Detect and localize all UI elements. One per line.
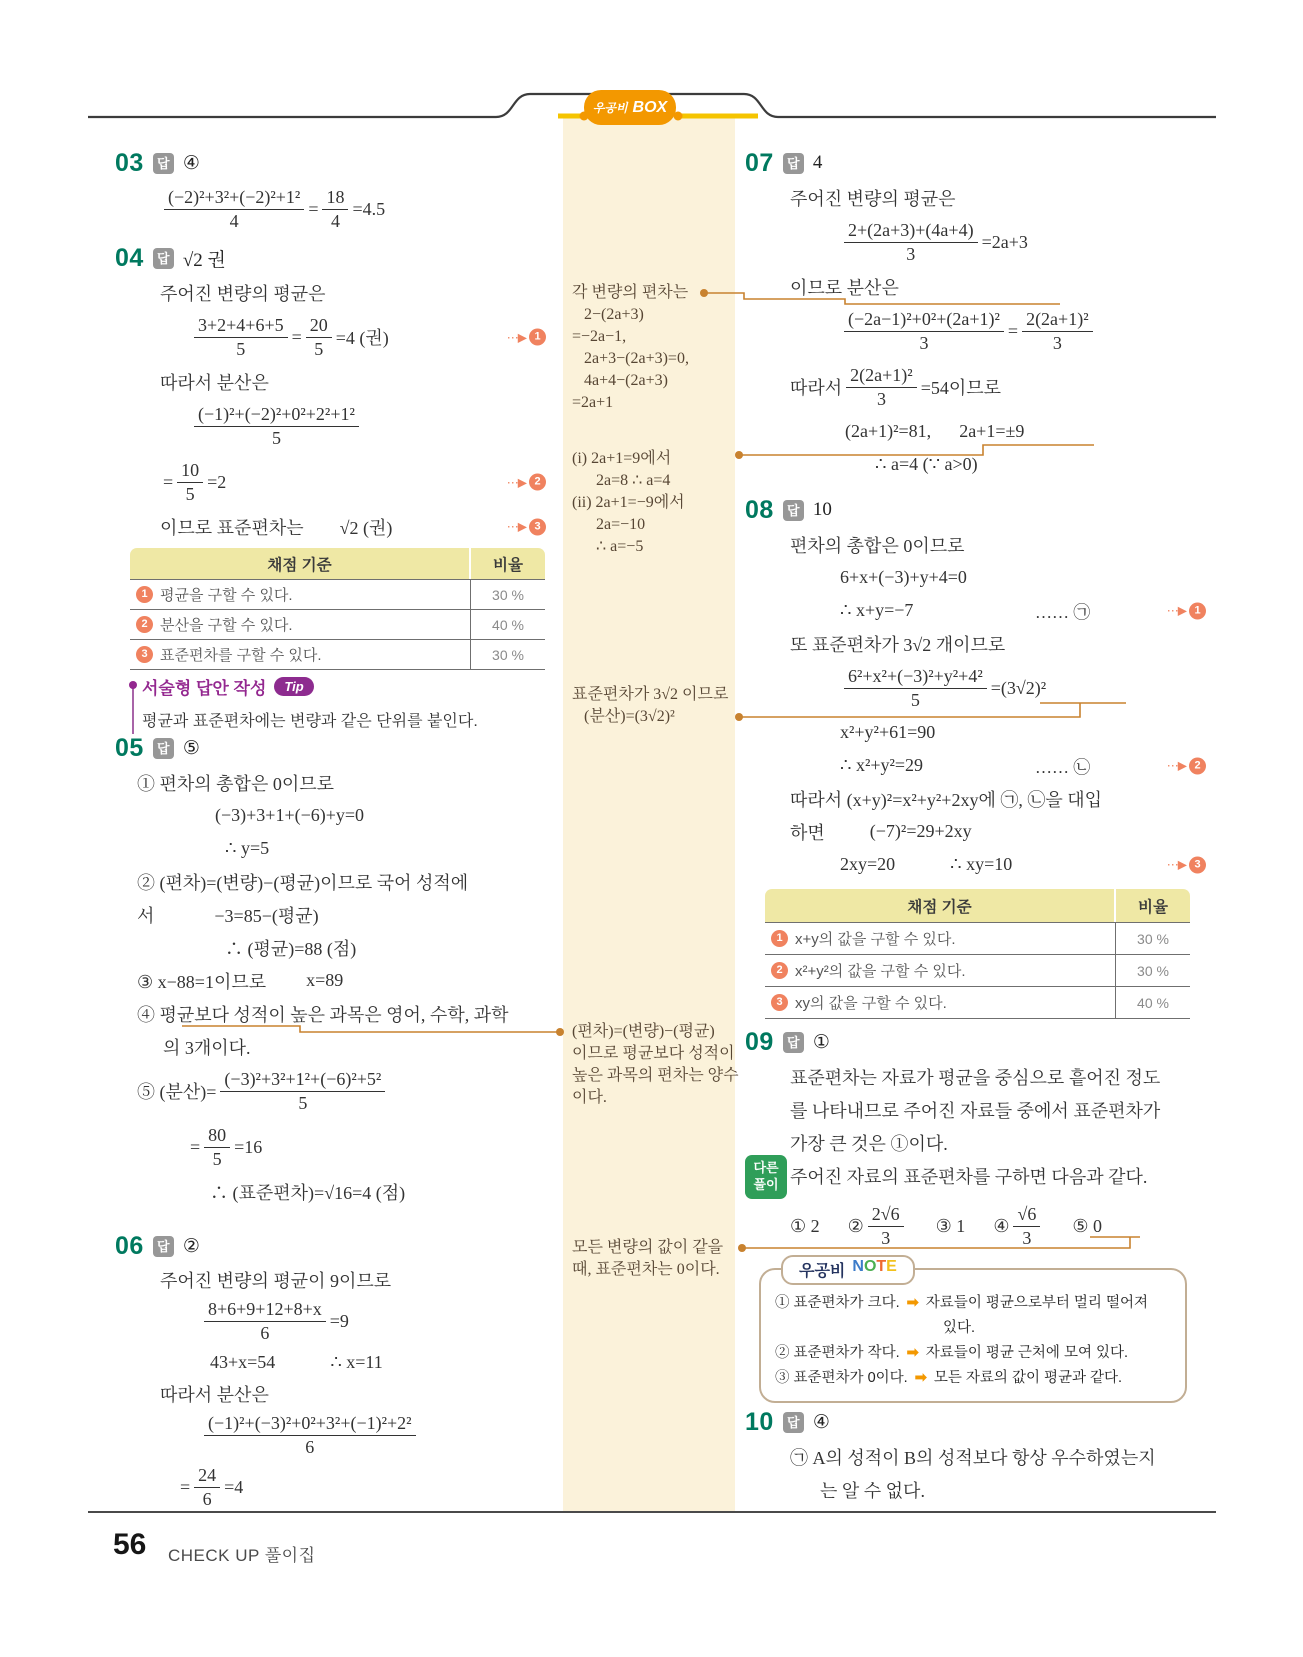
note-item-3: ③ 표준편차가 0이다. ➡ 모든 자료의 값이 평균과 같다. xyxy=(775,1366,1175,1391)
result: =4.5 xyxy=(352,198,386,219)
step-number: 2 xyxy=(529,474,546,491)
text-line: 주어진 변량의 평균은 xyxy=(160,283,326,304)
problem-number: 10 xyxy=(745,1407,774,1436)
problem-number: 03 xyxy=(115,148,144,177)
mid-annotation-2: (i) 2a+1=9에서 2a=8 ∴ a=4 (ii) 2a+1=−9에서 2a=−10 ∴ a=−5 xyxy=(572,450,685,555)
note-arrow-icon: ➡ xyxy=(914,1370,927,1386)
badge-kor-label: 우공비 xyxy=(592,101,628,115)
answer-value: ④ xyxy=(812,1411,830,1433)
mark-arrow-icon: ⋯▶ xyxy=(506,519,526,534)
reference-tag: …… ㉡ xyxy=(1035,758,1091,777)
answer-badge: 답 xyxy=(783,1412,804,1433)
criterion-number: 3 xyxy=(771,994,788,1011)
criterion-number: 3 xyxy=(136,646,153,663)
reference-tag: …… ㉠ xyxy=(1035,603,1091,622)
score-table-1 xyxy=(130,548,545,670)
problem-07: 07 답 4 주어진 변량의 평균은 $\frac{2+(2a+3)+(4a+4)}{3}$ =2a+3 이므로 분산은 $\frac{\text{(−2a−1)²+0²+(2a+1)²}}{3}$ = $\frac{\text{2(2a+1)²}}{3}$ 따라서 $\frac{\text{2(2a+1)²}}{3}$ =54이므로 (2a+1)²=81, 2a+1=±9 ∴ a=4 (∵ a>0) xyxy=(745,145,1190,481)
problem-head xyxy=(115,1228,530,1264)
step-number: 2 xyxy=(1189,757,1206,774)
fraction: $\frac{18}{4}$ xyxy=(322,187,348,230)
badge-eng-label: BOX xyxy=(632,98,668,116)
ratio-header: 비율 xyxy=(1116,889,1190,922)
table-row: 1 평균을 구할 수 있다. 30 % xyxy=(130,579,545,609)
answer-value: 10 xyxy=(812,499,832,520)
criterion-number: 2 xyxy=(136,616,153,633)
problem-09: 09 답 ① 표준편차는 자료가 평균을 중심으로 흩어진 정도 를 나타내므로 주어진 자료들 중에서 표준편차가 가장 큰 것은 ①이다. 다른 풀이 주어진 자료의 표준편차를 구하면 다음과 같다. ① 2 ② $\frac{2√6}{3}$ ③ 1 ④ $\frac{√6}{3}$ ⑤ 0 xyxy=(745,1024,1190,1254)
problem-10: 10 답 ④ ㉠ A의 성적이 B의 성적보다 항상 우수하였는지 는 알 수 없다. xyxy=(745,1404,1190,1506)
step-mark-3 xyxy=(507,518,546,535)
footer-label: CHECK UP 풀이집 xyxy=(168,1546,316,1565)
wugongbi-note-box: 우공비 NOTE ① 표준편차가 크다. ➡ 자료들이 평균으로부터 멀리 떨어져 있다. ② 표준편차가 작다. ➡ 자료들이 평균 근처에 모여 있다. ③ 표준편차가 0이다. ➡ 모든 자료의 값이 평균과 같다. xyxy=(759,1268,1187,1403)
note-box-tab: 우공비 NOTE xyxy=(781,1255,915,1285)
formula-line xyxy=(115,181,530,237)
answer-value: ② xyxy=(182,1235,200,1257)
step-mark-2 xyxy=(1167,757,1206,774)
step-mark-1 xyxy=(1167,602,1206,619)
step-mark-2 xyxy=(507,474,546,491)
problem-04 xyxy=(115,240,541,543)
answer-badge: 답 xyxy=(153,248,174,269)
problem-06: 06 답 ② 주어진 변량의 평균이 9이므로 $\frac{8+6+9+12+8+x}{6}$ =9 43+x=54 ∴ x=11 따라서 분산은 $\frac{\text{(−1)²+(−3)²+0²+3²+(−1)²+2²}}{6}$ = $\frac{24}{6}$ =4 xyxy=(115,1228,530,1513)
problem-05: 05 답 ⑤ ① 편차의 총합은 0이므로 (−3)+3+1+(−6)+y=0 ∴ y=5 ② (편차)=(변량)−(평균)이므로 국어 성적에 서 −3=85−(평균) ∴ (평균)=88 (점) ③ x−88=1이므로 x=89 ④ 평균보다 성적이 높은 과목은 영어, 수학, 과학 의 3개이다. ⑤ (분산)= $\frac{\text{(−3)²+3²+1²+(−6)²+5²}}{5}$ = $\frac{80}{5}$ =16 ∴ (표준편차)=√16=4 (점) xyxy=(115,730,530,1208)
tip-badge: Tip xyxy=(274,677,313,696)
problem-number: 09 xyxy=(745,1027,774,1056)
tip-title: 서술형 답안 작성 xyxy=(142,679,267,698)
criterion-number: 1 xyxy=(136,586,153,603)
essay-tip-note xyxy=(130,674,545,731)
problem-head xyxy=(745,145,1190,181)
table-row: 2 x²+y²의 값을 구할 수 있다. 30 % xyxy=(765,954,1190,986)
note-item-1: ① 표준편차가 크다. ➡ 자료들이 평균으로부터 멀리 떨어져 xyxy=(775,1291,1175,1316)
ratio-header: 비율 xyxy=(471,548,545,579)
tip-bullet-icon xyxy=(129,681,137,689)
note-item-2: ② 표준편차가 작다. ➡ 자료들이 평균 근처에 모여 있다. xyxy=(775,1341,1175,1366)
problem-head xyxy=(115,145,530,181)
score-table-2 xyxy=(765,889,1190,1019)
note-arrow-icon: ➡ xyxy=(906,1295,919,1311)
note-arrow-icon: ➡ xyxy=(906,1345,919,1361)
mid-annotation-1: 각 변량의 편차는 2−(2a+3) =−2a−1, 2a+3−(2a+3)=0, 4a+4−(2a+3) =2a+1 xyxy=(572,284,689,411)
problem-head xyxy=(745,1024,1190,1060)
table-row: 1 x+y의 값을 구할 수 있다. 30 % xyxy=(765,922,1190,954)
problem-number: 04 xyxy=(115,243,144,272)
mid-annotation-4: (편차)=(변량)−(평균) 이므로 평균보다 성적이 높은 과목의 편차는 양수 이다. xyxy=(572,1023,739,1106)
step-number: 3 xyxy=(529,518,546,535)
answer-value: √2 권 xyxy=(182,249,226,271)
table-row: 2 분산을 구할 수 있다. 40 % xyxy=(130,609,545,639)
mid-annotation-3: 표준편차가 3√2 이므로 (분산)=(3√2)² xyxy=(572,686,729,725)
criterion-number: 1 xyxy=(771,930,788,947)
mark-arrow-icon: ⋯▶ xyxy=(506,475,526,489)
problem-head xyxy=(115,730,530,766)
page-number: 56 xyxy=(113,1528,147,1561)
problem-08: 08 답 10 편차의 총합은 0이므로 6+x+(−3)+y+4=0 ∴ x+y=−7 …… ㉠ ⋯▶ 1 또 표준편차가 3√2 개이므로 $\frac{\text{6²+x²+(−3)²+y²+4²}}{5}$ =(3√2)² x²+y²+61=90 ∴ x²+y²=29 …… ㉡ ⋯▶ 2 따라서 (x+y)²=x²+y²+2xy에 ㉠, ㉡을 대입 하면 (−7)²=29+2xy 2xy=20 ∴ xy=10 ⋯▶ 3 xyxy=(745,492,1190,881)
problem-number: 08 xyxy=(745,495,774,524)
score-header: 채점 기준 xyxy=(765,889,1116,922)
mark-arrow-icon: ⋯▶ xyxy=(1166,857,1186,872)
step-mark-1 xyxy=(507,329,546,346)
step-mark-3 xyxy=(1167,856,1206,873)
score-header: 채점 기준 xyxy=(130,548,471,579)
problem-03 xyxy=(115,145,530,237)
step-number: 1 xyxy=(1189,602,1206,619)
table-row: 3 표준편차를 구할 수 있다. 30 % xyxy=(130,639,545,670)
answer-badge: 답 xyxy=(153,1236,174,1257)
step-number: 3 xyxy=(1189,856,1206,873)
text-line: 따라서 분산은 xyxy=(160,372,269,393)
answer-value: ⑤ xyxy=(182,737,200,759)
step-number: 1 xyxy=(529,329,546,346)
formula-line: $\frac{\text{(−1)²+(−2)²+0²+2²+1²}}{5}$ xyxy=(115,398,530,454)
formula-line: = $\frac{10}{5}$ =2 ⋯▶ 2 xyxy=(115,454,530,510)
problem-head xyxy=(745,1404,1190,1440)
answer-value: 4 xyxy=(812,152,823,173)
problem-head xyxy=(115,240,530,276)
problem-number: 06 xyxy=(115,1231,144,1260)
problem-number: 05 xyxy=(115,733,144,762)
formula-line: $\frac{3+2+4+6+5}{5}$ = $\frac{20}{5}$ =4 (권) ⋯▶ 1 xyxy=(115,309,530,365)
text-line: 이므로 표준편차는 √2 (권) ⋯▶ 3 xyxy=(115,510,530,543)
criterion-number: 2 xyxy=(771,962,788,979)
mark-arrow-icon: ⋯▶ xyxy=(506,330,526,344)
table-row: 3 xy의 값을 구할 수 있다. 40 % xyxy=(765,986,1190,1019)
alternative-solution-badge: 다른 풀이 xyxy=(745,1155,787,1199)
mark-arrow-icon: ⋯▶ xyxy=(1166,603,1186,618)
fraction: $\frac{\text{(−2)²+3²+(−2)²+1²}}{4}$ xyxy=(164,187,304,230)
tip-body: 평균과 표준편차에는 변량과 같은 단위를 붙인다. xyxy=(142,713,478,730)
answer-badge: 답 xyxy=(153,153,174,174)
answer-badge: 답 xyxy=(153,738,174,759)
wugongbi-box-badge xyxy=(584,90,676,125)
options-line: ① 2 ② $\frac{2√6}{3}$ ③ 1 ④ $\frac{√6}{3}$ ⑤ 0 xyxy=(790,1204,1102,1248)
mark-arrow-icon: ⋯▶ xyxy=(1166,758,1186,773)
answer-badge: 답 xyxy=(783,1032,804,1053)
answer-badge: 답 xyxy=(783,500,804,521)
answer-badge: 답 xyxy=(783,153,804,174)
answer-value: ④ xyxy=(182,152,200,174)
equals: = xyxy=(308,198,319,219)
mid-annotation-5: 모든 변량의 값이 같을 때, 표준편차는 0이다. xyxy=(572,1239,724,1278)
problem-number: 07 xyxy=(745,148,774,177)
problem-head xyxy=(745,492,1190,528)
answer-value: ① xyxy=(812,1031,830,1053)
